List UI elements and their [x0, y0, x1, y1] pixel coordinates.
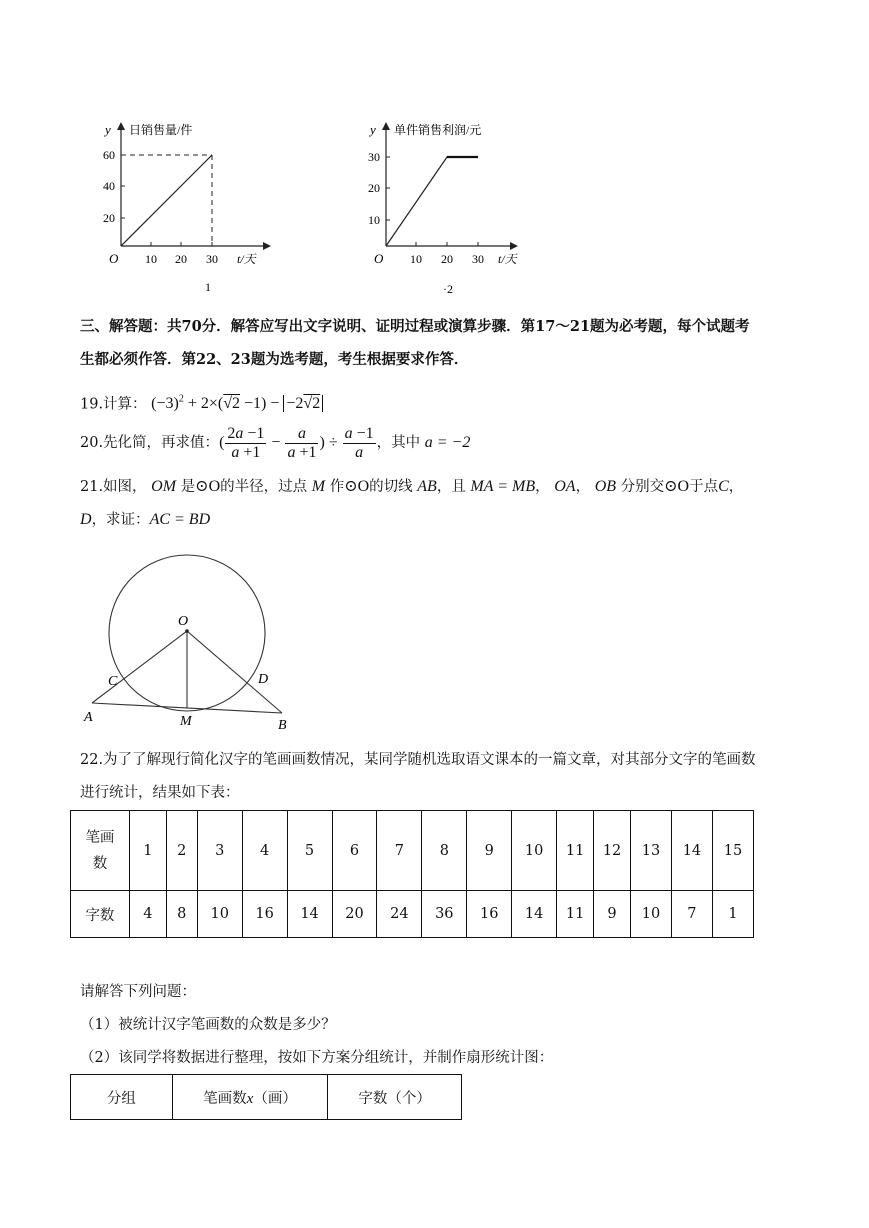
- fig1-origin: O: [109, 251, 119, 266]
- fig1-ytick-60: 60: [103, 148, 115, 162]
- fig3-label-O: O: [178, 614, 189, 629]
- fig2-ytick-30: 30: [368, 150, 380, 164]
- figure-1-line-chart: [95, 118, 275, 293]
- q22-intro: 请解答下列问题：: [80, 984, 196, 1000]
- figure-2-line-chart: [360, 118, 540, 293]
- fig2-series-rise: [386, 157, 478, 246]
- group-table: [70, 1074, 462, 1120]
- fig1-ytick-40: 40: [103, 179, 115, 193]
- q20-condition: a = −2: [424, 434, 471, 451]
- group-col-1: 分组: [71, 1075, 173, 1120]
- q22-part1: （1）被统计汉字笔画数的众数是多少？: [80, 1017, 336, 1033]
- fig2-ytick-20: 20: [368, 181, 380, 195]
- q21-line1: 21.如图， OM 是⊙O的半径，过点 M 作⊙O的切线 AB，且 MA = MB， OA， OB 分别交⊙O于点C，: [80, 478, 744, 495]
- fig3-label-A: A: [84, 710, 93, 725]
- fig2-xtick-30: 30: [472, 252, 484, 266]
- fig1-y-arrow: [117, 122, 125, 130]
- q19: [80, 390, 323, 414]
- q19-expression: $(-3)^2 + 2\times(√2 -1) - -2√2$: [151, 395, 323, 412]
- fig1-y-label: y: [105, 122, 111, 137]
- q20-tail: ，其中: [376, 435, 421, 451]
- q21-line2: D，求证：AC = BD: [80, 511, 211, 528]
- fig2-y-arrow: [382, 122, 390, 130]
- q22-line2: 进行统计，结果如下表：: [80, 785, 240, 801]
- fig2-ytick-10: 10: [368, 213, 380, 227]
- section3-line2: 生都必须作答．第22、23题为选考题，考生根据要求作答．: [80, 351, 469, 368]
- q20-expression: ( $\frac{2a -1}{a +1}$ − $\frac{a}{a +1}$ ) ÷ $\frac{a -1}{a}$: [219, 424, 374, 461]
- fig2-x-arrow: [510, 242, 518, 250]
- fig2-y-title: 单件销售利润/元: [394, 123, 482, 137]
- fig3-label-M: M: [180, 714, 192, 729]
- fig1-y-title: 日销售量/件: [129, 123, 193, 137]
- fig3-label-B: B: [278, 718, 287, 733]
- table1-row2-label: 字数: [71, 891, 130, 938]
- fig3-label-D: D: [258, 672, 269, 687]
- fig1-xtick-20: 20: [175, 252, 187, 266]
- q20: [80, 423, 470, 463]
- fig3-segment-OA: [92, 631, 187, 703]
- fig1-caption: 1: [205, 280, 211, 293]
- fig1-ytick-20: 20: [103, 211, 115, 225]
- stroke-count-table: 笔画 数 1 2 3 4 5 6 7 8 9 10 11 12 13 14 15 字数 4 8 10 16 14 20 24 36 16 14 11 9 10 7 1: [70, 810, 754, 938]
- fig1-x-arrow: [263, 242, 271, 250]
- q22-part2: （2）该同学将数据进行整理，按如下方案分组统计，并制作扇形统计图：: [80, 1050, 554, 1066]
- fig1-x-label: t/天: [237, 252, 256, 266]
- section3-line1: 三、解答题：共70分．解答应写出文字说明、证明过程或演算步骤．第17～21题为必考题，每个试题考: [80, 318, 750, 335]
- group-col-3: 字数（个）: [328, 1075, 462, 1120]
- fig2-xtick-10: 10: [410, 252, 422, 266]
- q20-label: 20.先化简，再求值：: [80, 435, 220, 451]
- fig2-origin: O: [374, 251, 384, 266]
- fig1-xtick-30: 30: [206, 252, 218, 266]
- fig3-label-C: C: [108, 674, 118, 689]
- q22-line1: 22.为了了解现行简化汉字的笔画画数情况，某同学随机选取语文课本的一篇文章，对其部分文字的笔画数: [80, 752, 756, 768]
- figure-3-circle-tangent: [80, 545, 300, 735]
- fig1-xtick-10: 10: [145, 252, 157, 266]
- fig2-xtick-20: 20: [441, 252, 453, 266]
- fig2-caption: ·2: [443, 282, 453, 293]
- fig2-x-label: t/天: [498, 252, 517, 266]
- fig2-y-label: y: [370, 122, 376, 137]
- q19-label: 19.计算：: [80, 396, 147, 413]
- fig1-series-line: [121, 155, 212, 246]
- group-col-2: 笔画数x（画）: [172, 1075, 327, 1120]
- table1-header: 笔画 数: [71, 811, 130, 891]
